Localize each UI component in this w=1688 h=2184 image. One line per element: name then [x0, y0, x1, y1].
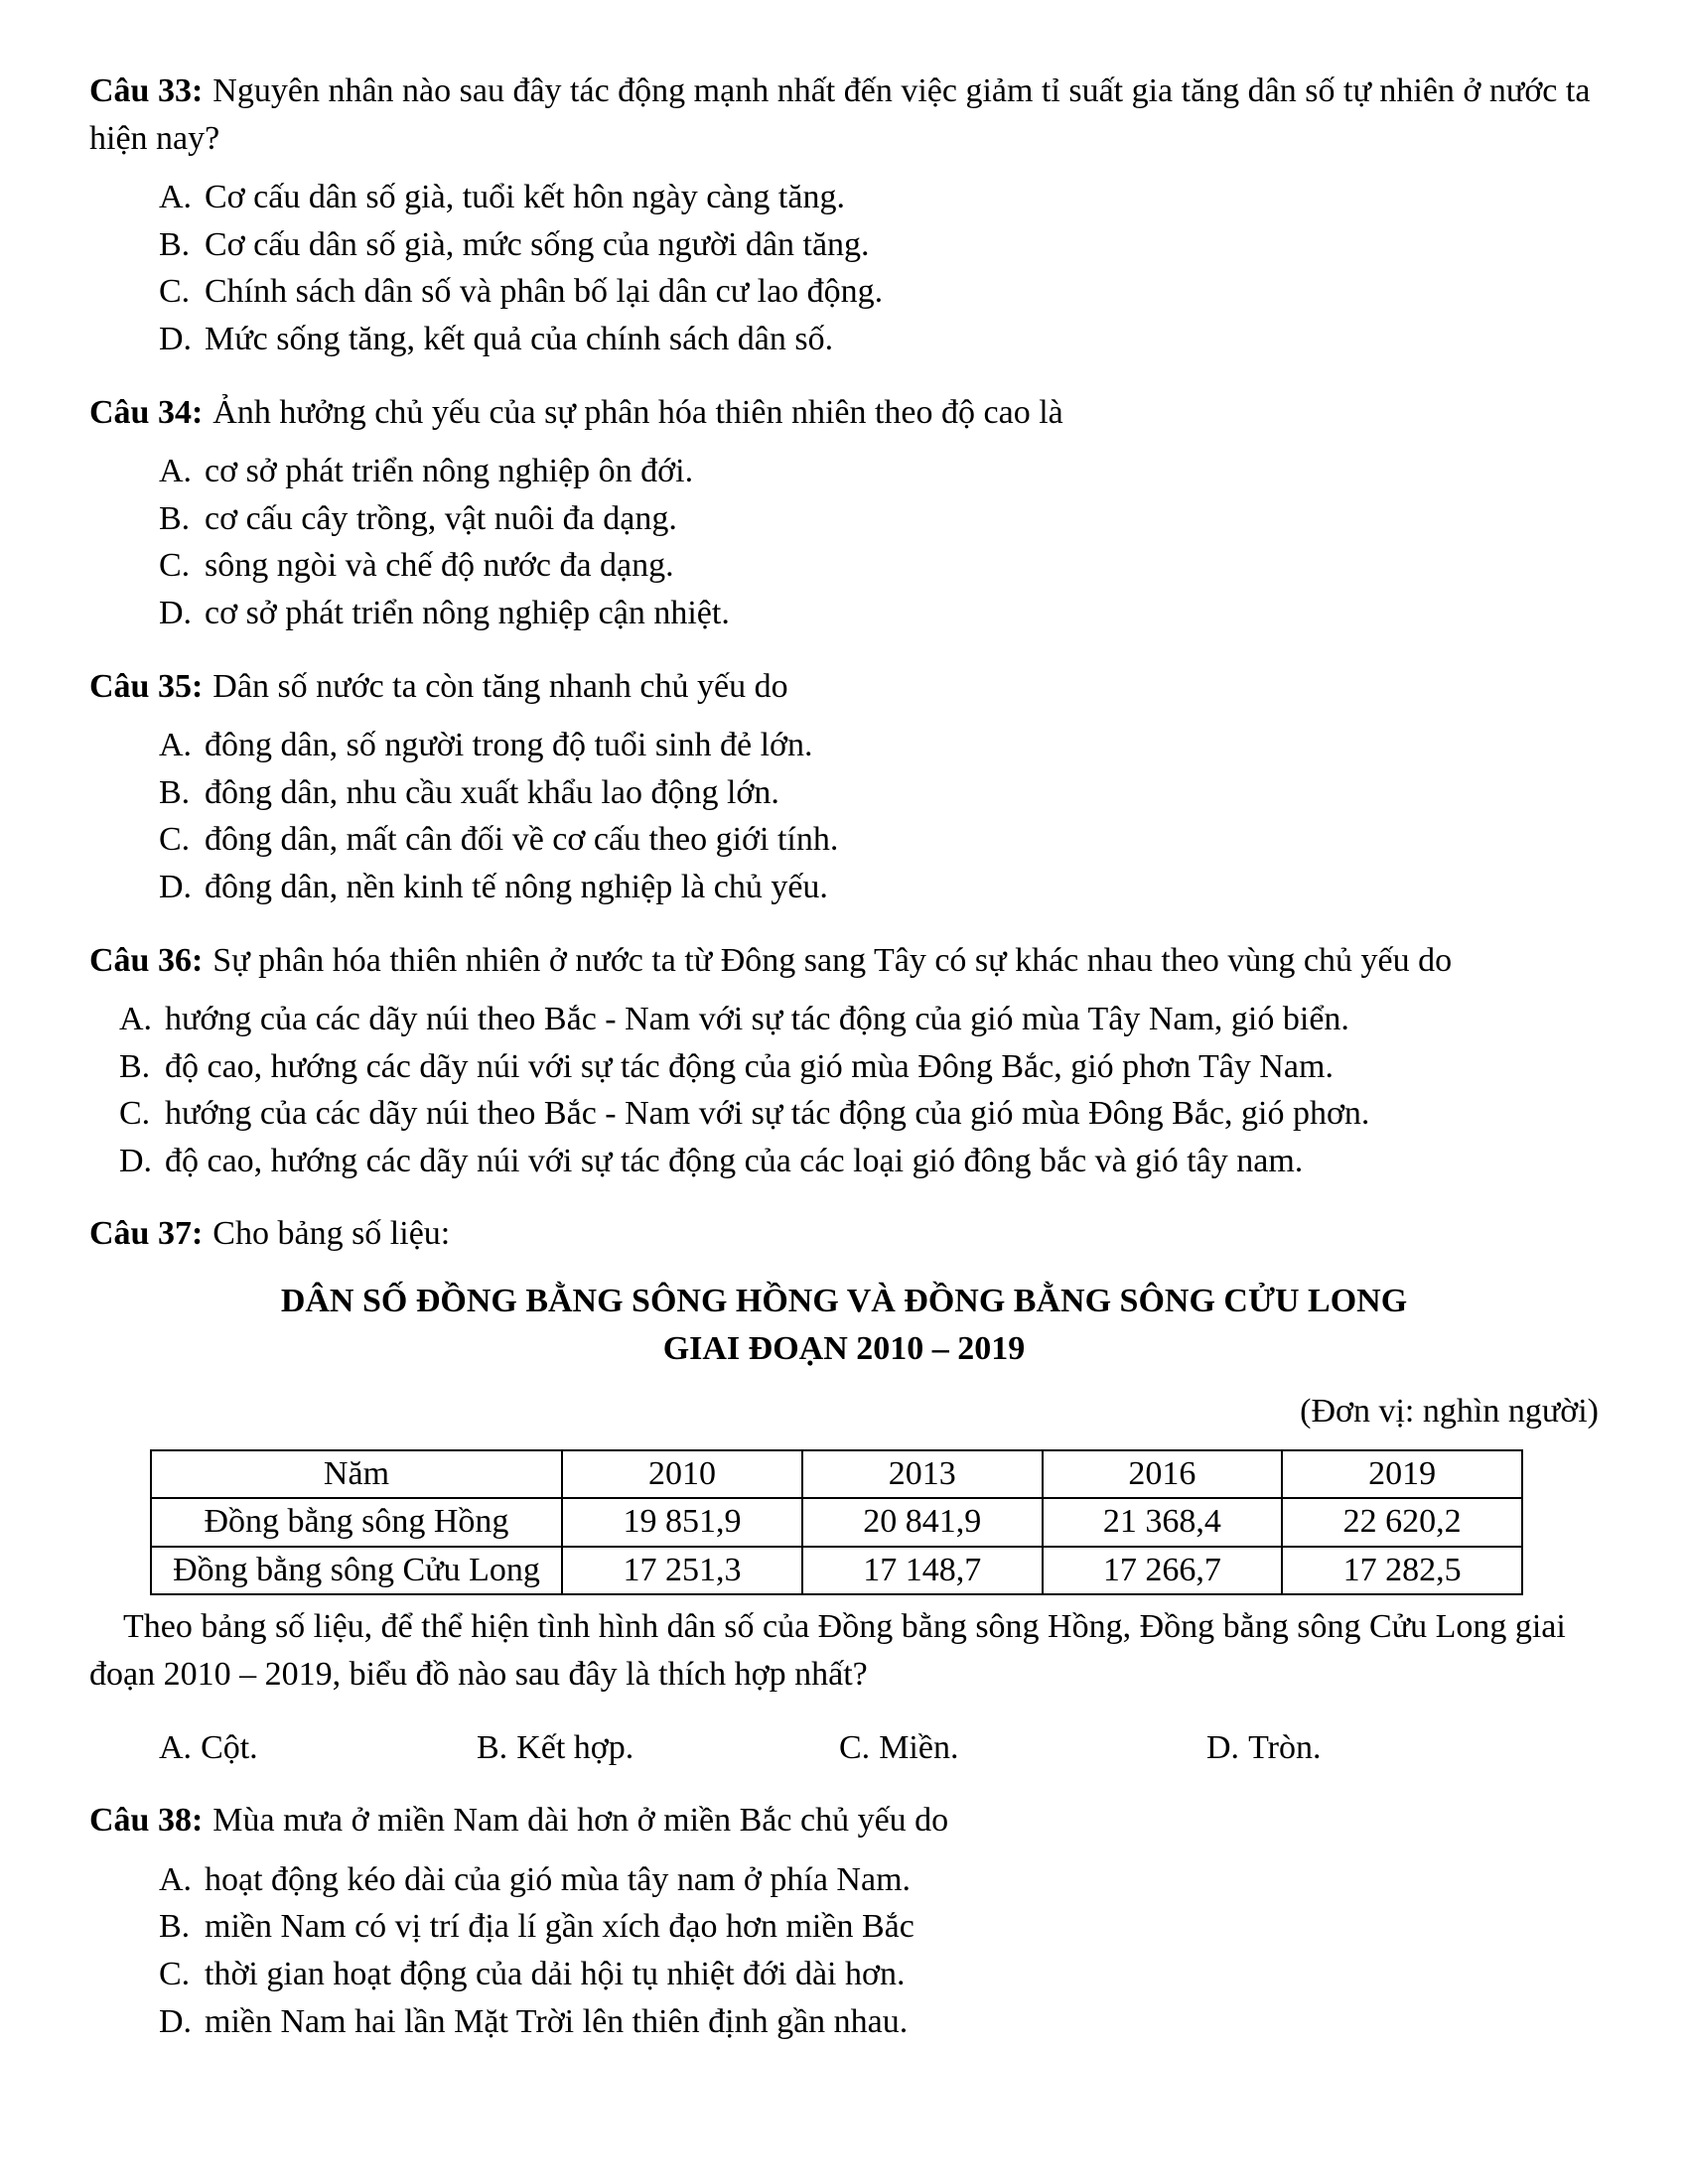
- question-37-option-a: [159, 1724, 477, 1772]
- option-letter: B.: [477, 1728, 508, 1766]
- table-header-row: [151, 1450, 1522, 1499]
- option-letter: B.: [119, 1047, 151, 1085]
- question-37-head: [89, 1210, 1599, 1258]
- question-34-option-b: [89, 495, 1599, 543]
- table-header-cell: Năm: [151, 1450, 562, 1499]
- table-header-cell: 2013: [802, 1450, 1043, 1499]
- option-letter: A.: [159, 179, 193, 216]
- option-letter: B.: [159, 499, 191, 537]
- question-37-option-c: [839, 1724, 1206, 1772]
- option-text: Kết hợp.: [516, 1728, 634, 1766]
- question-37-option-d: [1206, 1724, 1321, 1772]
- question-33-option-c: [89, 268, 1599, 316]
- question-37-label: Câu 37:: [89, 1215, 204, 1253]
- question-38-text: Mùa mưa ở miền Nam dài hơn ở miền Bắc chủ yếu do: [212, 1802, 949, 1840]
- option-letter: C.: [159, 1955, 191, 1992]
- question-35-options: [89, 722, 1599, 910]
- question-35-option-c: [89, 816, 1599, 864]
- question-33-option-a: [89, 174, 1599, 221]
- option-text: miền Nam hai lần Mặt Trời lên thiên định gần nhau.: [205, 2002, 909, 2040]
- question-34-text: Ảnh hưởng chủ yếu của sự phân hóa thiên nhiên theo độ cao là: [212, 393, 1063, 431]
- question-33-head: [89, 68, 1599, 162]
- table-cell: 17 251,3: [562, 1547, 802, 1595]
- population-table: [150, 1449, 1523, 1596]
- question-36-head: [89, 937, 1599, 985]
- question-38-option-d: [89, 1998, 1599, 2046]
- question-37-text: Cho bảng số liệu:: [212, 1215, 451, 1253]
- option-text: đông dân, số người trong độ tuổi sinh đẻ lớn.: [205, 727, 813, 764]
- option-letter: A.: [119, 1001, 153, 1038]
- question-36-option-d: [89, 1138, 1599, 1185]
- option-text: Miền.: [879, 1728, 959, 1766]
- question-34-options: [89, 448, 1599, 636]
- table-cell: 21 368,4: [1043, 1498, 1283, 1547]
- question-38-option-a: [89, 1856, 1599, 1904]
- option-letter: B.: [159, 225, 191, 263]
- question-34-head: [89, 389, 1599, 437]
- option-text: Tròn.: [1248, 1728, 1322, 1766]
- question-38-head: [89, 1797, 1599, 1844]
- question-38-option-b: [89, 1903, 1599, 1951]
- question-35-head: [89, 663, 1599, 711]
- option-text: độ cao, hướng các dãy núi với sự tác động của các loại gió đông bắc và gió tây nam.: [165, 1142, 1304, 1179]
- question-34-option-d: [89, 590, 1599, 637]
- question-36-option-a: [89, 996, 1599, 1043]
- option-letter: B.: [159, 773, 191, 811]
- option-text: thời gian hoạt động của dải hội tụ nhiệt đới dài hơn.: [205, 1955, 906, 1992]
- table-unit-note: (Đơn vị: nghìn người): [1300, 1393, 1599, 1431]
- table-cell: 22 620,2: [1282, 1498, 1522, 1547]
- question-38-label: Câu 38:: [89, 1802, 204, 1840]
- option-letter: C.: [159, 547, 191, 585]
- question-33-options: [89, 174, 1599, 362]
- table-row: [151, 1498, 1522, 1547]
- table-row-label: Đồng bằng sông Hồng: [151, 1498, 562, 1547]
- option-text: Chính sách dân số và phân bố lại dân cư lao động.: [205, 273, 884, 311]
- table-row: [151, 1547, 1522, 1595]
- option-letter: C.: [159, 821, 191, 859]
- option-text: Cơ cấu dân số già, mức sống của người dân tăng.: [205, 225, 870, 263]
- question-36-text: Sự phân hóa thiên nhiên ở nước ta từ Đông sang Tây có sự khác nhau theo vùng chủ yếu do: [212, 941, 1453, 979]
- option-letter: D.: [159, 868, 193, 905]
- question-36-option-b: [89, 1043, 1599, 1091]
- question-37-question-text: Theo bảng số liệu, để thể hiện tình hình dân số của Đồng bằng sông Hồng, Đồng bằng sông Cửu Long giai đoạn 2010 – 2019, biểu đồ nào sau đây là thích hợp nhất?: [89, 1608, 1566, 1693]
- option-letter: A.: [159, 1728, 193, 1766]
- question-33-label: Câu 33:: [89, 72, 204, 109]
- table-cell: 17 266,7: [1043, 1547, 1283, 1595]
- table-cell: 20 841,9: [802, 1498, 1043, 1547]
- question-34-option-c: [89, 542, 1599, 590]
- option-text: cơ sở phát triển nông nghiệp ôn đới.: [205, 453, 694, 490]
- option-letter: C.: [119, 1095, 151, 1133]
- option-letter: C.: [159, 273, 191, 311]
- question-38-option-c: [89, 1951, 1599, 1998]
- option-letter: D.: [1206, 1728, 1240, 1766]
- question-33-option-b: [89, 221, 1599, 269]
- question-35-option-d: [89, 864, 1599, 911]
- option-text: cơ sở phát triển nông nghiệp cận nhiệt.: [205, 594, 730, 631]
- table-header-cell: 2016: [1043, 1450, 1283, 1499]
- question-33-text: Nguyên nhân nào sau đây tác động mạnh nhất đến việc giảm tỉ suất gia tăng dân số tự nhiên ở nước ta hiện nay?: [89, 72, 1591, 157]
- option-text: độ cao, hướng các dãy núi với sự tác động của gió mùa Đông Bắc, gió phơn Tây Nam.: [165, 1047, 1334, 1085]
- question-35: [89, 663, 1599, 911]
- option-letter: D.: [119, 1142, 153, 1179]
- question-36-label: Câu 36:: [89, 941, 204, 979]
- option-letter: D.: [159, 2002, 193, 2040]
- question-33-option-d: [89, 316, 1599, 363]
- option-letter: B.: [159, 1908, 191, 1946]
- option-text: hướng của các dãy núi theo Bắc - Nam với sự tác động của gió mùa Tây Nam, gió biển.: [165, 1001, 1349, 1038]
- table-header-cell: 2019: [1282, 1450, 1522, 1499]
- question-36-option-c: [89, 1090, 1599, 1138]
- option-letter: C.: [839, 1728, 871, 1766]
- question-36: [89, 937, 1599, 1185]
- question-34-label: Câu 34:: [89, 393, 204, 431]
- table-cell: 19 851,9: [562, 1498, 802, 1547]
- question-33: [89, 68, 1599, 363]
- question-37-options: [89, 1724, 1599, 1772]
- question-37-option-b: [477, 1724, 839, 1772]
- option-text: cơ cấu cây trồng, vật nuôi đa dạng.: [205, 499, 677, 537]
- question-35-text: Dân số nước ta còn tăng nhanh chủ yếu do: [212, 667, 788, 705]
- table-cell: 17 148,7: [802, 1547, 1043, 1595]
- option-text: đông dân, mất cân đối về cơ cấu theo giới tính.: [205, 821, 839, 859]
- option-text: đông dân, nhu cầu xuất khẩu lao động lớn.: [205, 773, 779, 811]
- table-header-cell: 2010: [562, 1450, 802, 1499]
- option-text: hướng của các dãy núi theo Bắc - Nam với sự tác động của gió mùa Đông Bắc, gió phơn.: [165, 1095, 1370, 1133]
- option-text: hoạt động kéo dài của gió mùa tây nam ở phía Nam.: [205, 1860, 912, 1898]
- question-36-options: [89, 996, 1599, 1184]
- question-34-option-a: [89, 448, 1599, 495]
- option-text: đông dân, nền kinh tế nông nghiệp là chủ yếu.: [205, 868, 828, 905]
- question-38-options: [89, 1856, 1599, 2045]
- table-cell: 17 282,5: [1282, 1547, 1522, 1595]
- option-text: miền Nam có vị trí địa lí gần xích đạo hơn miền Bắc: [205, 1908, 914, 1946]
- option-letter: D.: [159, 594, 193, 631]
- option-letter: A.: [159, 727, 193, 764]
- table-title: DÂN SỐ ĐỒNG BẰNG SÔNG HỒNG VÀ ĐỒNG BẰNG SÔNG CỬU LONG: [280, 1283, 1408, 1320]
- question-35-label: Câu 35:: [89, 667, 204, 705]
- option-text: Mức sống tăng, kết quả của chính sách dân số.: [205, 320, 834, 357]
- option-text: Cột.: [201, 1728, 258, 1766]
- question-35-option-b: [89, 769, 1599, 817]
- question-38: [89, 1797, 1599, 2045]
- option-text: sông ngòi và chế độ nước đa dạng.: [205, 547, 674, 585]
- question-35-option-a: [89, 722, 1599, 769]
- table-subtitle: GIAI ĐOẠN 2010 – 2019: [662, 1329, 1026, 1367]
- table-row-label: Đồng bằng sông Cửu Long: [151, 1547, 562, 1595]
- option-letter: D.: [159, 320, 193, 357]
- option-letter: A.: [159, 453, 193, 490]
- option-text: Cơ cấu dân số già, tuổi kết hôn ngày càng tăng.: [205, 179, 845, 216]
- question-37: [89, 1210, 1599, 1771]
- question-34: [89, 389, 1599, 637]
- option-letter: A.: [159, 1860, 193, 1898]
